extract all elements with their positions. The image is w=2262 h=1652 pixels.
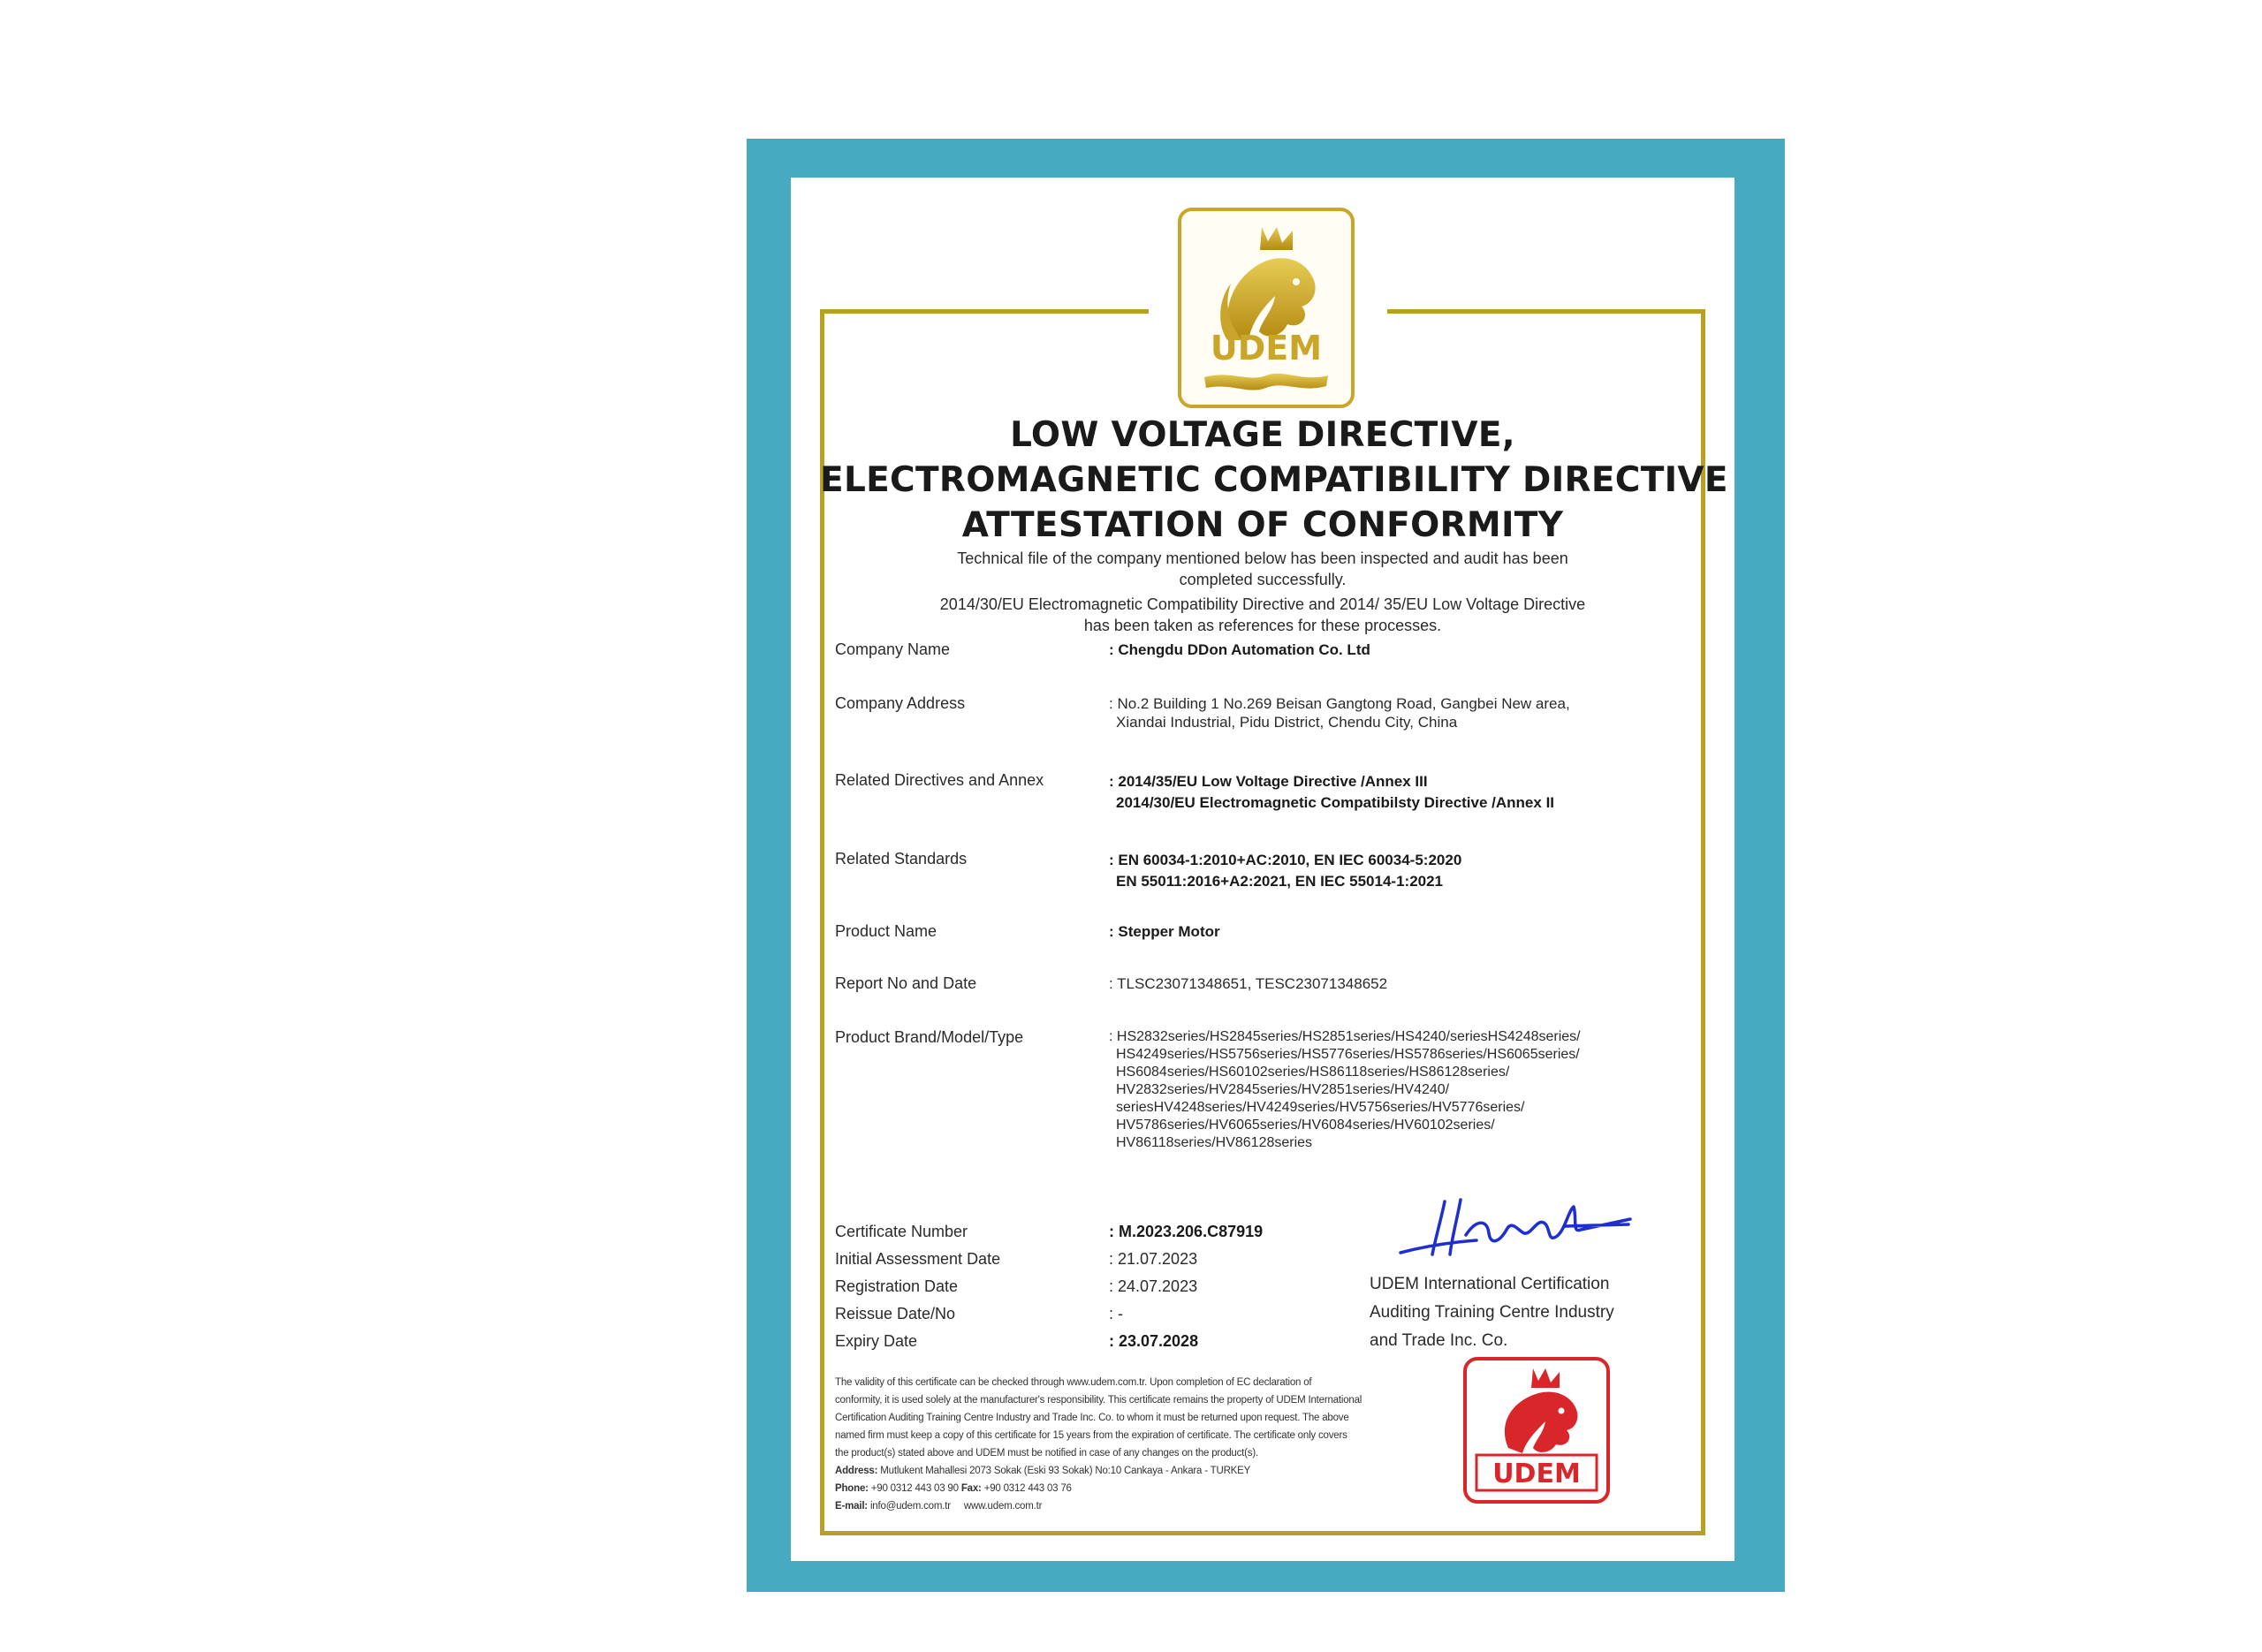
intro-line-1: Technical file of the company mentioned below has been inspected and audit has been	[957, 549, 1568, 567]
company-name-value: : Chengdu DDon Automation Co. Ltd	[1109, 641, 1370, 658]
fine-print-line: named firm must keep a copy of this certificate for 15 years from the expiration of certificate. The certificate only covers	[835, 1430, 1347, 1441]
title-line-3: ATTESTATION OF CONFORMITY	[961, 505, 1564, 545]
company-address-label: Company Address	[835, 694, 966, 712]
reissue-label: Reissue Date/No	[835, 1305, 956, 1322]
product-name-value: : Stepper Motor	[1109, 923, 1220, 940]
web-value: www.udem.com.tr	[963, 1501, 1043, 1512]
brand-model-line: : HS2832series/HS2845series/HS2851series/HS4240/seriesHS4248series/	[1109, 1029, 1581, 1044]
address-value: Mutlukent Mahallesi 2073 Sokak (Eski 93 Sokak) No:10 Cankaya - Ankara - TURKEY	[880, 1466, 1251, 1476]
company-address-line-2: Xiandai Industrial, Pidu District, Chendu City, China	[1116, 714, 1458, 731]
brand-model-line: HS4249series/HS5756series/HS5776series/HS5786series/HS6065series/	[1116, 1047, 1580, 1062]
certificate-number-label: Certificate Number	[835, 1223, 968, 1240]
expiry-value: : 23.07.2028	[1109, 1332, 1199, 1350]
logo-text: UDEM	[1210, 329, 1323, 368]
company-address-value	[1109, 694, 1570, 731]
fax-label: Fax:	[960, 1483, 982, 1494]
related-standards-line-2: EN 55011:2016+A2:2021, EN IEC 55014-1:2021	[1116, 873, 1444, 890]
intro-line-3: 2014/30/EU Electromagnetic Compatibility Directive and 2014/ 35/EU Low Voltage Directive	[939, 595, 1586, 613]
fax-value: +90 0312 443 03 76	[983, 1483, 1072, 1494]
fine-print-line: Certification Auditing Training Centre Industry and Trade Inc. Co. to whom it must be returned upon request. The above	[835, 1413, 1349, 1423]
address-line	[835, 1462, 1445, 1480]
email-line	[835, 1497, 1445, 1515]
phone-label: Phone:	[835, 1483, 869, 1494]
product-name-label: Product Name	[835, 922, 937, 940]
email-label: E-mail:	[835, 1501, 868, 1512]
issuer-block	[1370, 1270, 1614, 1355]
related-standards-label: Related Standards	[835, 850, 968, 868]
signature	[1392, 1184, 1639, 1263]
udem-logo	[1178, 208, 1355, 408]
email-value: info@udem.com.tr	[869, 1501, 951, 1512]
company-name-label: Company Name	[835, 640, 951, 658]
initial-assessment-value: : 21.07.2023	[1109, 1250, 1198, 1268]
brand-model-label: Product Brand/Model/Type	[835, 1028, 1024, 1046]
fine-print	[835, 1374, 1445, 1515]
title-line-2: ELECTROMAGNETIC COMPATIBILITY DIRECTIVE	[820, 460, 1728, 500]
reissue-value: : -	[1109, 1305, 1123, 1322]
report-value: : TLSC23071348651, TESC23071348652	[1109, 975, 1388, 992]
related-directives-line-2: 2014/30/EU Electromagnetic Compatibilsty Directive /Annex II	[1116, 794, 1555, 811]
issuer-line-2: Auditing Training Centre Industry	[1370, 1303, 1614, 1322]
brand-model-line: HS6084series/HS60102series/HS86118series/HS86128series/	[1116, 1065, 1510, 1080]
intro-line-4: has been taken as references for these processes.	[1083, 617, 1442, 634]
related-directives-line-1: : 2014/35/EU Low Voltage Directive /Annex III	[1109, 773, 1428, 790]
phone-line	[835, 1480, 1445, 1497]
related-standards-value	[1109, 850, 1461, 892]
initial-assessment-label: Initial Assessment Date	[835, 1250, 1001, 1268]
fine-print-line: conformity, it is used solely at the manufacturer's responsibility. This certificate remains the property of UDEM International	[835, 1395, 1363, 1406]
seal-text: UDEM	[1492, 1459, 1581, 1489]
intro-line-2: completed successfully.	[1179, 571, 1347, 588]
related-directives-label: Related Directives and Annex	[835, 771, 1044, 789]
issuer-line-3: and Trade Inc. Co.	[1370, 1331, 1508, 1350]
issuer-line-1: UDEM International Certification	[1370, 1275, 1610, 1293]
phone-value: +90 0312 443 03 90	[870, 1483, 959, 1494]
certificate-number-value: : M.2023.206.C87919	[1109, 1223, 1264, 1240]
brand-model-line: seriesHV4248series/HV4249series/HV5756series/HV5776series/	[1116, 1100, 1525, 1115]
fine-print-line: the product(s) stated above and UDEM must be notified in case of any changes on the product(s).	[835, 1448, 1258, 1459]
fine-print-line: The validity of this certificate can be checked through www.udem.com.tr. Upon completion of EC declaration of	[835, 1377, 1312, 1388]
brand-model-value	[1109, 1028, 1581, 1152]
title-line-1: LOW VOLTAGE DIRECTIVE,	[1010, 415, 1515, 455]
registration-date-value: : 24.07.2023	[1109, 1277, 1198, 1295]
report-label: Report No and Date	[835, 974, 977, 992]
brand-model-line: HV5786series/HV6065series/HV6084series/HV60102series/	[1116, 1118, 1495, 1133]
related-directives-value	[1109, 771, 1554, 814]
udem-seal	[1462, 1356, 1611, 1504]
brand-model-line: HV86118series/HV86128series	[1116, 1135, 1313, 1150]
expiry-label: Expiry Date	[835, 1332, 918, 1350]
related-standards-line-1: : EN 60034-1:2010+AC:2010, EN IEC 60034-5:2020	[1109, 852, 1462, 868]
address-label: Address:	[835, 1466, 878, 1476]
registration-date-label: Registration Date	[835, 1277, 959, 1295]
company-address-line-1: : No.2 Building 1 No.269 Beisan Gangtong Road, Gangbei New area,	[1109, 695, 1570, 712]
brand-model-line: HV2832series/HV2845series/HV2851series/HV4240/	[1116, 1082, 1450, 1097]
